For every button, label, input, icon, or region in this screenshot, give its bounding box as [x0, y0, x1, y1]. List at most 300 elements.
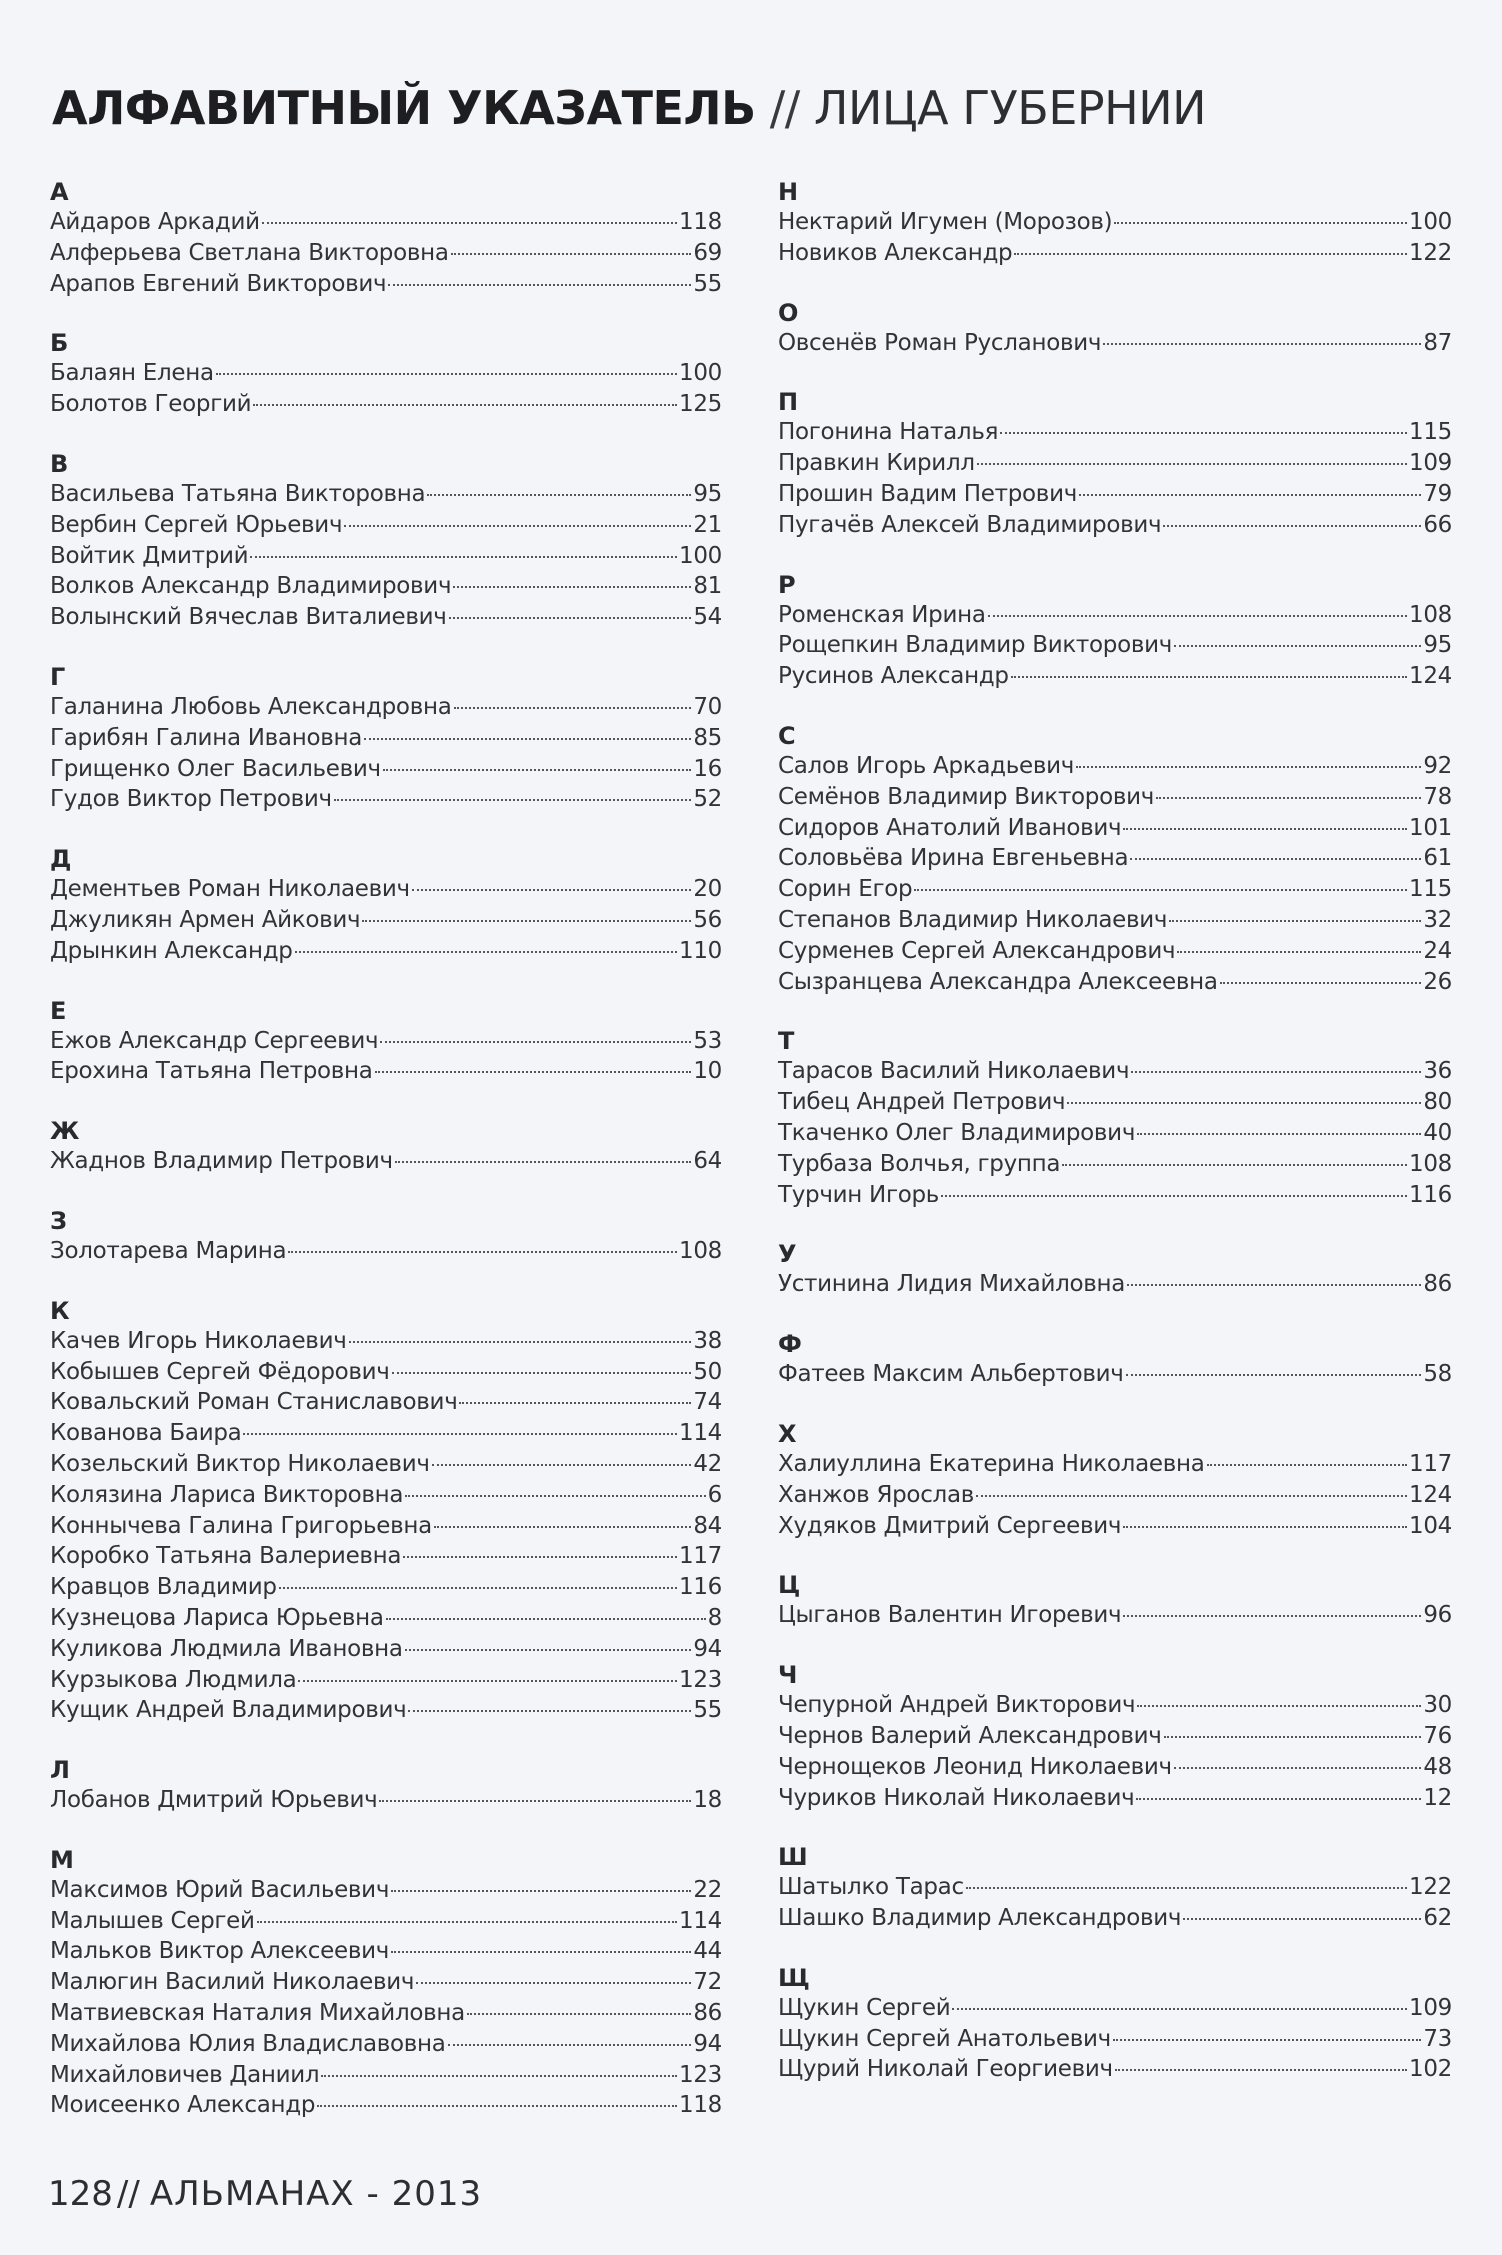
section-letter: Г [50, 662, 66, 691]
index-entry [50, 1387, 722, 1418]
entry-name: Фатеев Максим Альбертович [778, 1361, 1124, 1388]
dot-leader [383, 769, 692, 771]
index-section [778, 387, 1452, 540]
entry-page-number: 100 [679, 542, 722, 569]
entry-page-number: 73 [1423, 2025, 1452, 2052]
section-letter: Т [778, 1027, 795, 1056]
section-letter: Щ [778, 1963, 810, 1992]
entry-name: Галанина Любовь Александровна [50, 693, 452, 720]
entry-name: Чернов Валерий Александрович [778, 1722, 1162, 1749]
entry-name: Халиуллина Екатерина Николаевна [778, 1450, 1205, 1477]
index-entry [50, 1634, 722, 1665]
dot-leader [941, 1195, 1407, 1197]
index-section [778, 721, 1452, 997]
entry-page-number: 26 [1423, 968, 1452, 995]
entry-page-number: 6 [707, 1481, 722, 1508]
dot-leader [1000, 432, 1407, 434]
entry-page-number: 66 [1423, 511, 1452, 538]
dot-leader [416, 1982, 691, 1984]
index-column-right [778, 177, 1452, 2114]
index-entry [50, 784, 722, 815]
entry-name: Ежов Александр Сергеевич [50, 1027, 379, 1054]
dot-leader [364, 738, 691, 740]
dot-leader [1062, 1164, 1407, 1166]
entry-page-number: 55 [693, 1697, 722, 1724]
index-entry [778, 1480, 1452, 1511]
dot-leader [427, 494, 691, 496]
entry-page-number: 79 [1423, 480, 1452, 507]
entry-page-number: 95 [1423, 632, 1452, 659]
index-section [778, 1842, 1452, 1934]
entry-page-number: 115 [1409, 876, 1452, 903]
entry-name: Жаднов Владимир Петрович [50, 1148, 393, 1175]
index-section [50, 996, 722, 1088]
entry-name: Кованова Баира [50, 1420, 242, 1447]
entry-name: Болотов Георгий [50, 391, 252, 418]
section-letter: Б [50, 329, 69, 358]
index-entry [50, 754, 722, 785]
entry-page-number: 117 [1409, 1450, 1452, 1477]
entry-name: Гарибян Галина Ивановна [50, 724, 363, 751]
index-entry [778, 1180, 1452, 1211]
index-section [50, 177, 722, 299]
index-entry [50, 1936, 722, 1967]
entry-page-number: 50 [693, 1358, 722, 1385]
index-entry [778, 1087, 1452, 1118]
entry-name: Шатылко Тарас [778, 1874, 964, 1901]
section-letter: Х [778, 1419, 797, 1448]
entry-name: Щукин Сергей Анатольевич [778, 2025, 1111, 2052]
entry-page-number: 118 [679, 2092, 722, 2119]
entry-page-number: 18 [693, 1787, 722, 1814]
section-letter: Д [50, 845, 72, 874]
entry-name: Грищенко Олег Васильевич [50, 755, 381, 782]
dot-leader [432, 1464, 692, 1466]
entry-page-number: 86 [693, 2000, 722, 2027]
index-entry [50, 1357, 722, 1388]
entry-name: Джуликян Армен Айкович [50, 906, 361, 933]
dot-leader [914, 889, 1407, 891]
index-entry [50, 1967, 722, 1998]
section-letter: П [778, 388, 799, 417]
index-entry [778, 1993, 1452, 2024]
index-section [50, 844, 722, 966]
entry-name: Семёнов Владимир Викторович [778, 783, 1155, 810]
index-section [778, 1419, 1452, 1541]
index-entry [50, 510, 722, 541]
dot-leader [1076, 766, 1421, 768]
dot-leader [1207, 1464, 1408, 1466]
entry-page-number: 16 [693, 755, 722, 782]
entry-name: Михайловичев Даниил [50, 2061, 320, 2088]
index-section [778, 570, 1452, 692]
index-entry [50, 1875, 722, 1906]
index-entry [50, 269, 722, 300]
section-letter: Ж [50, 1117, 80, 1146]
index-entry [50, 1511, 722, 1542]
entry-name: Чепурной Андрей Викторович [778, 1692, 1136, 1719]
entry-page-number: 125 [679, 391, 722, 418]
entry-page-number: 124 [1409, 1481, 1452, 1508]
index-entry [778, 207, 1452, 238]
index-entry [778, 1359, 1452, 1390]
entry-name: Правкин Кирилл [778, 450, 975, 477]
entry-name: Прошин Вадим Петрович [778, 480, 1078, 507]
entry-page-number: 86 [1423, 1271, 1452, 1298]
dot-leader [334, 799, 692, 801]
entry-page-number: 8 [707, 1604, 722, 1631]
section-letter: М [50, 1845, 74, 1874]
dot-leader [988, 615, 1407, 617]
entry-page-number: 116 [679, 1574, 722, 1601]
entry-name: Балаян Елена [50, 360, 214, 387]
dot-leader [454, 707, 692, 709]
index-entry [778, 600, 1452, 631]
index-entry [778, 479, 1452, 510]
section-letter: Л [50, 1756, 70, 1785]
entry-name: Чернощеков Леонид Николаевич [778, 1753, 1172, 1780]
dot-leader [1067, 1102, 1421, 1104]
entry-name: Сурменев Сергей Александрович [778, 937, 1176, 964]
entry-name: Рощепкин Владимир Викторович [778, 632, 1173, 659]
dot-leader [391, 1951, 691, 1953]
dot-leader [1103, 343, 1421, 345]
entry-page-number: 30 [1423, 1692, 1452, 1719]
entry-name: Коробко Татьяна Валериевна [50, 1543, 402, 1570]
section-letter: К [50, 1296, 70, 1325]
index-entry [778, 813, 1452, 844]
entry-name: Малюгин Василий Николаевич [50, 1969, 415, 1996]
index-entry [50, 1026, 722, 1057]
index-entry [50, 1418, 722, 1449]
entry-page-number: 114 [679, 1907, 722, 1934]
index-entry [778, 1056, 1452, 1087]
dot-leader [453, 586, 691, 588]
dot-leader [362, 920, 691, 922]
entry-page-number: 58 [1423, 1361, 1452, 1388]
entry-page-number: 108 [1409, 1150, 1452, 1177]
entry-page-number: 100 [1409, 209, 1452, 235]
section-letter: Ц [778, 1571, 801, 1600]
entry-name: Васильева Татьяна Викторовна [50, 480, 426, 507]
index-entry [778, 2024, 1452, 2055]
dot-leader [1164, 1736, 1422, 1738]
section-letter: С [778, 721, 796, 750]
index-entry [778, 1449, 1452, 1480]
entry-name: Сызранцева Александра Алексеевна [778, 968, 1218, 995]
dot-leader [1174, 1767, 1421, 1769]
dot-leader [321, 2075, 677, 2077]
entry-name: Ковальский Роман Станиславович [50, 1389, 458, 1416]
dot-leader [976, 1495, 1407, 1497]
entry-page-number: 40 [1423, 1119, 1452, 1146]
index-entry [778, 782, 1452, 813]
entry-name: Ханжов Ярослав [778, 1481, 974, 1508]
entry-page-number: 95 [693, 480, 722, 507]
entry-page-number: 85 [693, 724, 722, 751]
entry-name: Дементьев Роман Николаевич [50, 876, 410, 903]
dot-leader [1113, 2039, 1421, 2041]
index-section [50, 1755, 722, 1816]
index-entry [778, 751, 1452, 782]
index-entry [50, 1056, 722, 1087]
entry-page-number: 52 [693, 786, 722, 813]
entry-name: Айдаров Аркадий [50, 209, 260, 235]
entry-name: Тибец Андрей Петрович [778, 1089, 1066, 1116]
entry-name: Вербин Сергей Юрьевич [50, 511, 343, 538]
entry-name: Волков Александр Владимирович [50, 573, 452, 600]
entry-page-number: 108 [679, 1237, 722, 1264]
dot-leader [253, 404, 677, 406]
entry-page-number: 54 [693, 604, 722, 631]
dot-leader [977, 463, 1407, 465]
index-entry [50, 1541, 722, 1572]
index-section [778, 1239, 1452, 1300]
dot-leader [317, 2105, 677, 2107]
entry-name: Соловьёва Ирина Евгеньевна [778, 845, 1129, 872]
entry-page-number: 101 [1409, 814, 1452, 841]
section-letter: А [50, 178, 69, 206]
index-entry [778, 1511, 1452, 1542]
dot-leader [1136, 1798, 1421, 1800]
dot-leader [388, 284, 691, 286]
index-entry [778, 2054, 1452, 2085]
entry-page-number: 94 [693, 2030, 722, 2057]
index-entry [778, 1783, 1452, 1814]
entry-page-number: 123 [679, 2061, 722, 2088]
index-entry [50, 1572, 722, 1603]
entry-page-number: 61 [1423, 845, 1452, 872]
dot-leader [403, 1556, 677, 1558]
dot-leader [375, 1071, 692, 1073]
index-entry [778, 1690, 1452, 1721]
entry-name: Турбаза Волчья, группа [778, 1150, 1061, 1177]
index-entry [50, 1480, 722, 1511]
dot-leader [1163, 525, 1421, 527]
dot-leader [459, 1402, 691, 1404]
entry-name: Алферьева Светлана Викторовна [50, 239, 449, 266]
index-entry [50, 1603, 722, 1634]
entry-page-number: 22 [693, 1876, 722, 1903]
index-entry [50, 874, 722, 905]
entry-name: Погонина Наталья [778, 419, 999, 446]
index-entry [50, 1236, 722, 1267]
dot-leader [448, 2044, 692, 2046]
entry-name: Худяков Дмитрий Сергеевич [778, 1512, 1122, 1539]
section-letter: Н [778, 178, 799, 206]
entry-page-number: 124 [1409, 663, 1452, 690]
dot-leader [408, 1710, 691, 1712]
index-entry [50, 2090, 722, 2121]
entry-name: Козельский Виктор Николаевич [50, 1450, 430, 1477]
entry-name: Матвиевская Наталия Михайловна [50, 2000, 465, 2027]
entry-page-number: 55 [693, 270, 722, 297]
entry-page-number: 74 [693, 1389, 722, 1416]
dot-leader [298, 1680, 677, 1682]
section-letter: Е [50, 996, 67, 1025]
entry-page-number: 118 [679, 209, 722, 235]
entry-name: Кравцов Владимир [50, 1574, 277, 1601]
index-entry [778, 1752, 1452, 1783]
section-letter: Ш [778, 1843, 808, 1872]
index-entry [778, 1872, 1452, 1903]
index-entry [778, 1118, 1452, 1149]
entry-page-number: 42 [693, 1450, 722, 1477]
entry-page-number: 123 [679, 1666, 722, 1693]
page-footer [48, 2172, 482, 2216]
entry-page-number: 64 [693, 1148, 722, 1175]
dot-leader [1079, 494, 1421, 496]
entry-name: Арапов Евгений Викторович [50, 270, 387, 297]
entry-page-number: 72 [693, 1969, 722, 1996]
dot-leader [405, 1649, 692, 1651]
index-entry [50, 389, 722, 420]
entry-name: Мальков Виктор Алексеевич [50, 1938, 390, 1965]
page-number: 128 [48, 2174, 113, 2214]
index-section [778, 1963, 1452, 2085]
title-subtitle: ЛИЦА ГУБЕРНИИ [813, 81, 1207, 135]
index-section [778, 177, 1452, 269]
entry-name: Ткаченко Олег Владимирович [778, 1119, 1136, 1146]
entry-page-number: 104 [1409, 1512, 1452, 1539]
index-entry [778, 967, 1452, 998]
entry-page-number: 102 [1409, 2056, 1452, 2083]
index-entry [50, 479, 722, 510]
entry-name: Салов Игорь Аркадьевич [778, 752, 1075, 779]
entry-name: Пугачёв Алексей Владимирович [778, 511, 1162, 538]
dot-leader [1130, 858, 1421, 860]
dot-leader [966, 1887, 1407, 1889]
entry-page-number: 109 [1409, 1994, 1452, 2021]
entry-page-number: 69 [693, 239, 722, 266]
index-entry [778, 630, 1452, 661]
index-entry [778, 238, 1452, 269]
entry-name: Дрынкин Александр [50, 937, 293, 964]
index-entry [778, 1269, 1452, 1300]
entry-page-number: 56 [693, 906, 722, 933]
dot-leader [379, 1800, 691, 1802]
index-section [50, 662, 722, 815]
dot-leader [392, 1372, 692, 1374]
entry-page-number: 115 [1409, 419, 1452, 446]
footer-separator: // [116, 2174, 140, 2214]
index-entry [50, 1665, 722, 1696]
dot-leader [1126, 1374, 1422, 1376]
entry-page-number: 32 [1423, 906, 1452, 933]
entry-page-number: 53 [693, 1027, 722, 1054]
entry-page-number: 122 [1409, 1874, 1452, 1901]
section-letter: Ф [778, 1330, 802, 1359]
dot-leader [1183, 1918, 1421, 1920]
entry-name: Лобанов Дмитрий Юрьевич [50, 1787, 378, 1814]
entry-name: Малышев Сергей [50, 1907, 255, 1934]
dot-leader [216, 373, 677, 375]
entry-name: Чуриков Николай Николаевич [778, 1784, 1135, 1811]
title-separator: // [769, 81, 800, 135]
entry-page-number: 117 [679, 1543, 722, 1570]
index-entry [778, 843, 1452, 874]
index-entry [778, 936, 1452, 967]
dot-leader [405, 1495, 705, 1497]
dot-leader [1169, 920, 1421, 922]
index-entry [778, 328, 1452, 359]
page-title [52, 78, 1206, 138]
entry-page-number: 109 [1409, 450, 1452, 477]
index-entry [50, 905, 722, 936]
index-section [778, 1329, 1452, 1390]
entry-name: Сорин Егор [778, 876, 913, 903]
entry-page-number: 70 [693, 693, 722, 720]
entry-page-number: 116 [1409, 1181, 1452, 1208]
index-entry [50, 1906, 722, 1937]
dot-leader [412, 889, 692, 891]
index-entry [50, 541, 722, 572]
dot-leader [380, 1041, 691, 1043]
index-entry [50, 2060, 722, 2091]
index-entry [778, 510, 1452, 541]
entry-name: Кобышев Сергей Фёдорович [50, 1358, 390, 1385]
entry-page-number: 80 [1423, 1089, 1452, 1116]
entry-name: Сидоров Анатолий Иванович [778, 814, 1122, 841]
index-section [50, 1206, 722, 1267]
index-entry [50, 723, 722, 754]
entry-name: Курзыкова Людмила [50, 1666, 297, 1693]
index-section [778, 1026, 1452, 1210]
entry-name: Коннычева Галина Григорьевна [50, 1512, 432, 1539]
entry-name: Моисеенко Александр [50, 2092, 316, 2119]
entry-page-number: 44 [693, 1938, 722, 1965]
entry-name: Овсенёв Роман Русланович [778, 329, 1102, 356]
entry-page-number: 78 [1423, 783, 1452, 810]
entry-page-number: 100 [679, 360, 722, 387]
dot-leader [257, 1921, 677, 1923]
entry-page-number: 48 [1423, 1753, 1452, 1780]
section-letter: У [778, 1240, 797, 1269]
entry-name: Войтик Дмитрий [50, 542, 249, 569]
index-entry [778, 905, 1452, 936]
entry-name: Тарасов Василий Николаевич [778, 1058, 1130, 1085]
dot-leader [386, 1618, 706, 1620]
index-entry [778, 1600, 1452, 1631]
entry-page-number: 21 [693, 511, 722, 538]
index-section [778, 298, 1452, 359]
dot-leader [279, 1587, 677, 1589]
index-entry [50, 1998, 722, 2029]
dot-leader [250, 556, 677, 558]
entry-page-number: 20 [693, 876, 722, 903]
dot-leader [1137, 1133, 1421, 1135]
entry-page-number: 108 [1409, 601, 1452, 628]
dot-leader [1127, 1284, 1421, 1286]
dot-leader [1137, 1705, 1421, 1707]
dot-leader [1131, 1071, 1421, 1073]
dot-leader [467, 2013, 691, 2015]
entry-name: Шашко Владимир Александрович [778, 1905, 1182, 1932]
index-section [778, 1660, 1452, 1813]
index-section [778, 1570, 1452, 1631]
entry-name: Михайлова Юлия Владиславовна [50, 2030, 446, 2057]
dot-leader [952, 2008, 1407, 2010]
index-section [50, 1296, 722, 1726]
index-section [50, 1845, 722, 2121]
entry-name: Качев Игорь Николаевич [50, 1327, 347, 1354]
index-entry [50, 571, 722, 602]
entry-name: Русинов Александр [778, 663, 1009, 690]
entry-name: Куликова Людмила Ивановна [50, 1635, 403, 1662]
dot-leader [395, 1161, 692, 1163]
entry-page-number: 92 [1423, 752, 1452, 779]
entry-page-number: 87 [1423, 329, 1452, 356]
